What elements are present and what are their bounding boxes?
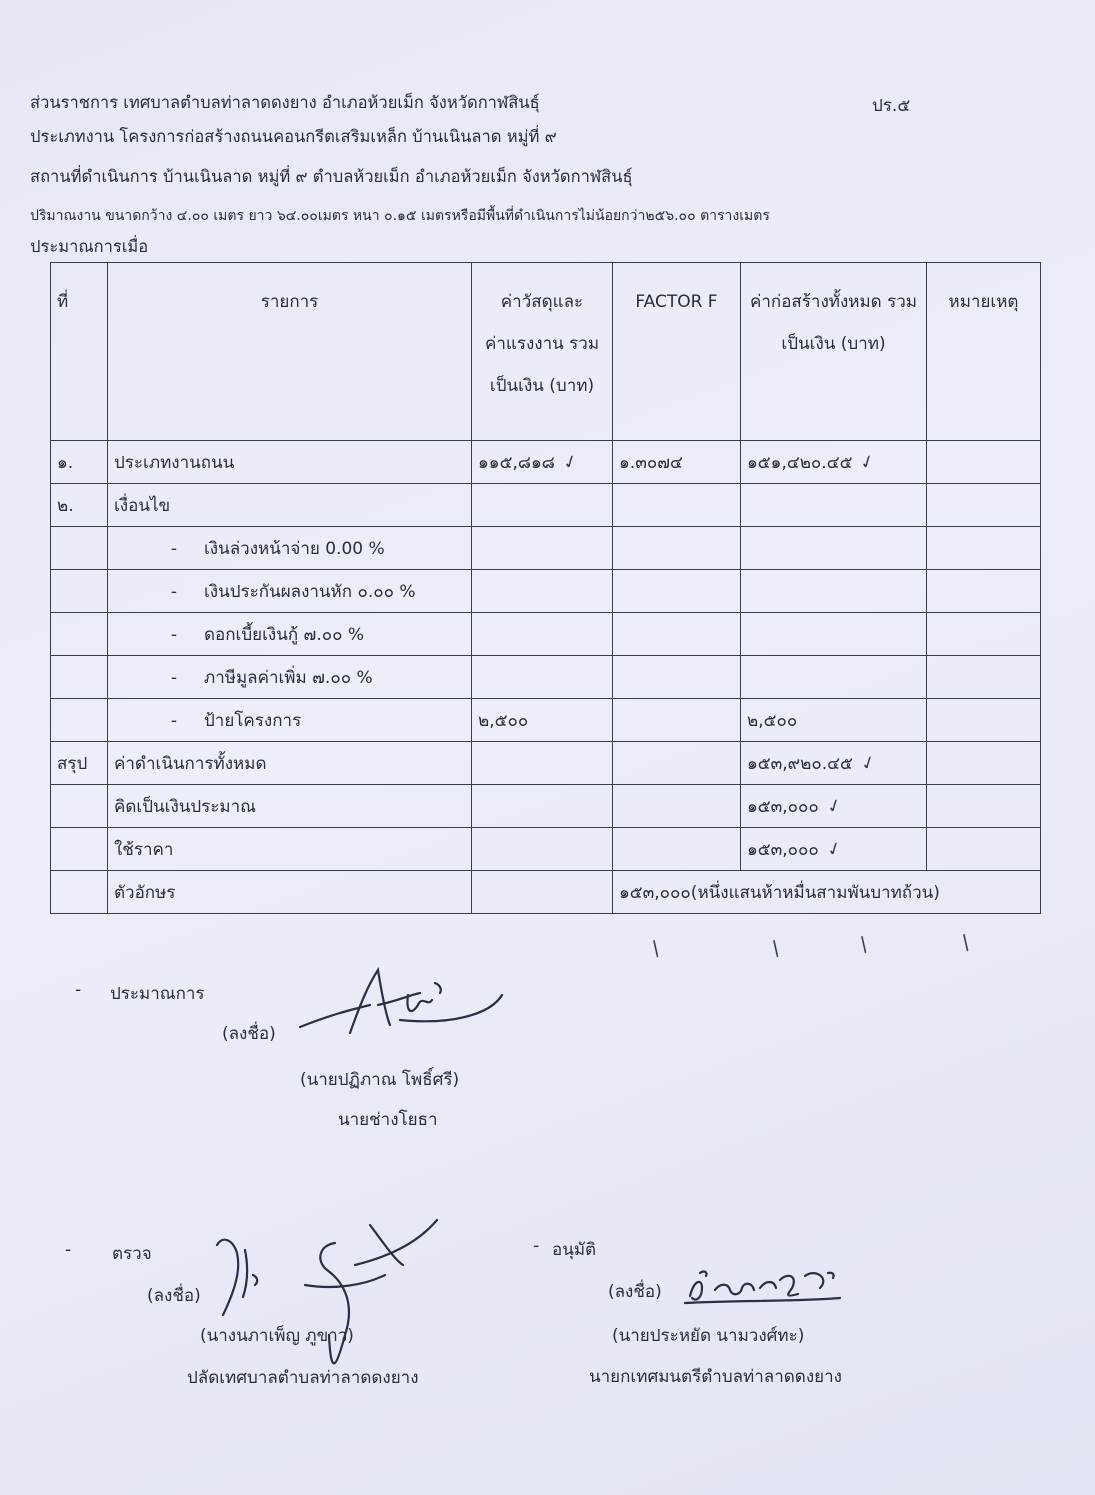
row-item-text: ภาษีมูลค่าเพิ่ม ๗.๐๐ % — [204, 667, 373, 688]
summary-total-row — [51, 742, 1041, 785]
check-mark-icon: ✓ — [823, 793, 846, 819]
row-item-text: ป้ายโครงการ — [204, 710, 302, 731]
summary-total-label: ค่าดำเนินการทั้งหมด — [108, 742, 472, 785]
row-factor: ๑.๓๐๗๔ — [613, 441, 741, 484]
approver-title: อนุมัติ — [552, 1240, 597, 1260]
summary-label: สรุป — [51, 742, 108, 785]
check-mark-icon: / — [956, 929, 975, 955]
location-line: สถานที่ดำเนินการ บ้านเนินลาด หมู่ที่ ๙ ตำบลห้วยเม็ก อำเภอห้วยเม็ก จังหวัดกาฬสินธุ์ — [30, 167, 633, 186]
table-row — [51, 570, 1041, 613]
estimator-signature — [290, 965, 520, 1050]
header-item: รายการ — [108, 263, 472, 441]
checker-sign-label: (ลงชื่อ) — [147, 1286, 201, 1306]
summary-words-row — [51, 871, 1041, 914]
summary-approx-row — [51, 785, 1041, 828]
table-header-row — [51, 263, 1041, 441]
checker-position: ปลัดเทศบาลตำบลท่าลาดดงยาง — [187, 1368, 419, 1388]
table-row — [51, 441, 1041, 484]
approver-position: นายกเทศมนตรีตำบลท่าลาดดงยาง — [589, 1367, 842, 1387]
estimator-title: ประมาณการ — [110, 984, 205, 1004]
quantity-line: ปริมาณงาน ขนาดกว้าง ๔.๐๐ เมตร ยาว ๖๔.๐๐เมตร หนา ๐.๑๕ เมตรหรือมีพื้นที่ดำเนินการไม่น้อยกว่า๒๕๖.๐๐ ตารางเมตร — [30, 208, 770, 224]
header-note: หมายเหตุ — [927, 263, 1041, 441]
row-item-text: เงินล่วงหน้าจ่าย 0.00 % — [204, 538, 385, 559]
row-dash: - — [170, 667, 178, 688]
approver-signature — [680, 1258, 850, 1313]
check-mark-icon: ✓ — [559, 449, 582, 475]
form-code: ปร.๕ — [872, 96, 911, 116]
summary-words-value: ๑๕๓,๐๐๐(หนึ่งแสนห้าหมื่นสามพันบาทถ้วน) — [613, 871, 1041, 914]
checker-name: (นางนภาเพ็ญ ภูขาว) — [200, 1326, 354, 1346]
summary-words-label: ตัวอักษร — [108, 871, 472, 914]
summary-total-value: ๑๕๓,๙๒๐.๔๕ — [747, 753, 853, 774]
summary-price-label: ใช้ราคา — [108, 828, 472, 871]
estimator-dash: - — [75, 980, 82, 1000]
row-item — [108, 570, 472, 613]
approver-dash: - — [533, 1236, 540, 1256]
table-row — [51, 699, 1041, 742]
row-no: ๒. — [51, 484, 108, 527]
row-note — [927, 441, 1041, 484]
check-mark-icon: / — [854, 931, 873, 957]
row-item-text: เงินประกันผลงานหัก ๐.๐๐ % — [204, 581, 416, 602]
row-item — [108, 656, 472, 699]
row-item — [108, 527, 472, 570]
row-total — [741, 441, 927, 484]
summary-approx-label: คิดเป็นเงินประมาณ — [108, 785, 472, 828]
approver-name: (นายประหยัด นามวงศ์ทะ) — [612, 1326, 805, 1346]
agency-line: ส่วนราชการ เทศบาลตำบลท่าลาดดงยาง อำเภอห้วยเม็ก จังหวัดกาฬสินธุ์ — [30, 93, 540, 112]
checker-dash: - — [65, 1240, 72, 1260]
estimator-position: นายช่างโยธา — [338, 1110, 438, 1130]
row-total-value: ๑๕๑,๔๒๐.๔๕ — [747, 452, 853, 473]
estimate-table — [50, 262, 1041, 914]
check-mark-icon: / — [646, 935, 665, 961]
check-mark-icon: ✓ — [857, 449, 879, 475]
check-mark-icon: ✓ — [823, 836, 846, 862]
row-item — [108, 699, 472, 742]
table-row — [51, 484, 1041, 527]
header-total: ค่าก่อสร้างทั้งหมด รวมเป็นเงิน (บาท) — [741, 263, 927, 441]
row-item — [108, 613, 472, 656]
row-item: ประเภทงานถนน — [108, 441, 472, 484]
checker-title: ตรวจ — [112, 1244, 152, 1264]
table-row — [51, 613, 1041, 656]
summary-price-row — [51, 828, 1041, 871]
row-dash: - — [170, 581, 178, 602]
work-type-line: ประเภทงาน โครงการก่อสร้างถนนคอนกรีตเสริมเหล็ก บ้านเนินลาด หมู่ที่ ๙ — [30, 127, 557, 146]
estimator-name: (นายปฏิภาณ โพธิ์ศรี) — [300, 1070, 460, 1090]
row-material: ๒,๕๐๐ — [472, 699, 613, 742]
row-item: เงื่อนไข — [108, 484, 472, 527]
header-material: ค่าวัสดุและ ค่าแรงงาน รวมเป็นเงิน (บาท) — [472, 263, 613, 441]
checker-signature — [205, 1215, 445, 1385]
row-dash: - — [170, 710, 178, 731]
header-no: ที่ — [51, 263, 108, 441]
row-item-text: ดอกเบี้ยเงินกู้ ๗.๐๐ % — [204, 624, 365, 645]
table-row — [51, 527, 1041, 570]
summary-price-cell — [741, 828, 927, 871]
summary-approx-value: ๑๕๓,๐๐๐ — [747, 796, 819, 817]
row-total: ๒,๕๐๐ — [741, 699, 927, 742]
estimate-date-line: ประมาณการเมื่อ — [30, 237, 149, 256]
table-row — [51, 656, 1041, 699]
row-no: ๑. — [51, 441, 108, 484]
row-dash: - — [170, 538, 178, 559]
approver-sign-label: (ลงชื่อ) — [608, 1282, 662, 1302]
summary-price-value: ๑๕๓,๐๐๐ — [747, 839, 819, 860]
estimator-sign-label: (ลงชื่อ) — [222, 1024, 276, 1044]
check-mark-icon: / — [766, 935, 785, 961]
summary-approx-cell — [741, 785, 927, 828]
row-material — [472, 441, 613, 484]
check-mark-icon: ✓ — [857, 750, 880, 776]
row-material-value: ๑๑๕,๘๑๘ — [478, 452, 555, 473]
row-dash: - — [170, 624, 178, 645]
header-factor: FACTOR F — [613, 263, 741, 441]
summary-total-cell — [741, 742, 927, 785]
